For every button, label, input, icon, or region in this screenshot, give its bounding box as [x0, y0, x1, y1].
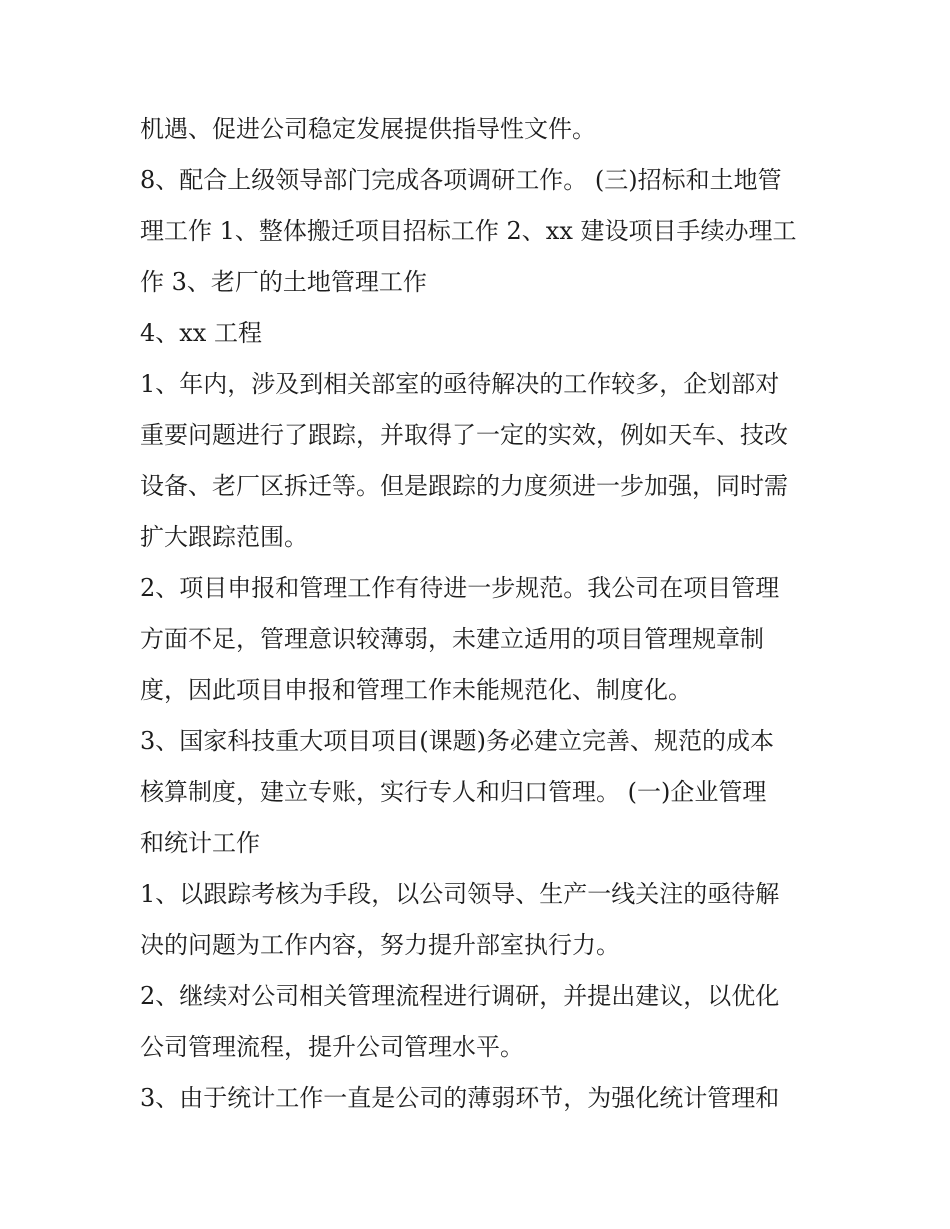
- text-line: 机遇、促进公司稳定发展提供指导性文件。: [140, 115, 596, 143]
- text-line: 理工作 1、整体搬迁项目招标工作 2、xx 建设项目手续办理工: [140, 217, 797, 245]
- paragraph: [140, 104, 820, 155]
- text-line: 8、配合上级领导部门完成各项调研工作。 (三)招标和土地管: [140, 166, 782, 194]
- paragraph: [140, 563, 820, 716]
- text-line: 3、国家科技重大项目项目(课题)务必建立完善、规范的成本: [140, 727, 774, 755]
- text-line: 作 3、老厂的土地管理工作: [140, 268, 427, 296]
- paragraph: [140, 716, 820, 869]
- text-line: 度，因此项目申报和管理工作未能规范化、制度化。: [140, 676, 692, 704]
- paragraph: [140, 155, 820, 308]
- text-line: 方面不足，管理意识较薄弱，未建立适用的项目管理规章制: [140, 625, 764, 653]
- text-line: 扩大跟踪范围。: [140, 523, 308, 551]
- text-line: 3、由于统计工作一直是公司的薄弱环节，为强化统计管理和: [140, 1084, 780, 1112]
- text-line: 4、xx 工程: [140, 319, 262, 347]
- text-line: 公司管理流程，提升公司管理水平。: [140, 1033, 524, 1061]
- paragraph: [140, 308, 820, 359]
- text-line: 1、以跟踪考核为手段，以公司领导、生产一线关注的亟待解: [140, 880, 780, 908]
- text-line: 2、项目申报和管理工作有待进一步规范。我公司在项目管理: [140, 574, 780, 602]
- text-line: 设备、老厂区拆迁等。但是跟踪的力度须进一步加强，同时需: [140, 472, 788, 500]
- paragraph: [140, 869, 820, 971]
- paragraph: [140, 971, 820, 1073]
- text-line: 和统计工作: [140, 829, 260, 857]
- text-line: 2、继续对公司相关管理流程进行调研，并提出建议，以优化: [140, 982, 780, 1010]
- text-line: 核算制度，建立专账，实行专人和归口管理。 (一)企业管理: [140, 778, 767, 806]
- paragraph: [140, 1073, 820, 1124]
- text-line: 决的问题为工作内容，努力提升部室执行力。: [140, 931, 620, 959]
- text-line: 重要问题进行了跟踪，并取得了一定的实效，例如天车、技改: [140, 421, 788, 449]
- text-line: 1、年内，涉及到相关部室的亟待解决的工作较多，企划部对: [140, 370, 780, 398]
- document-body: [140, 104, 820, 1124]
- paragraph: [140, 359, 820, 563]
